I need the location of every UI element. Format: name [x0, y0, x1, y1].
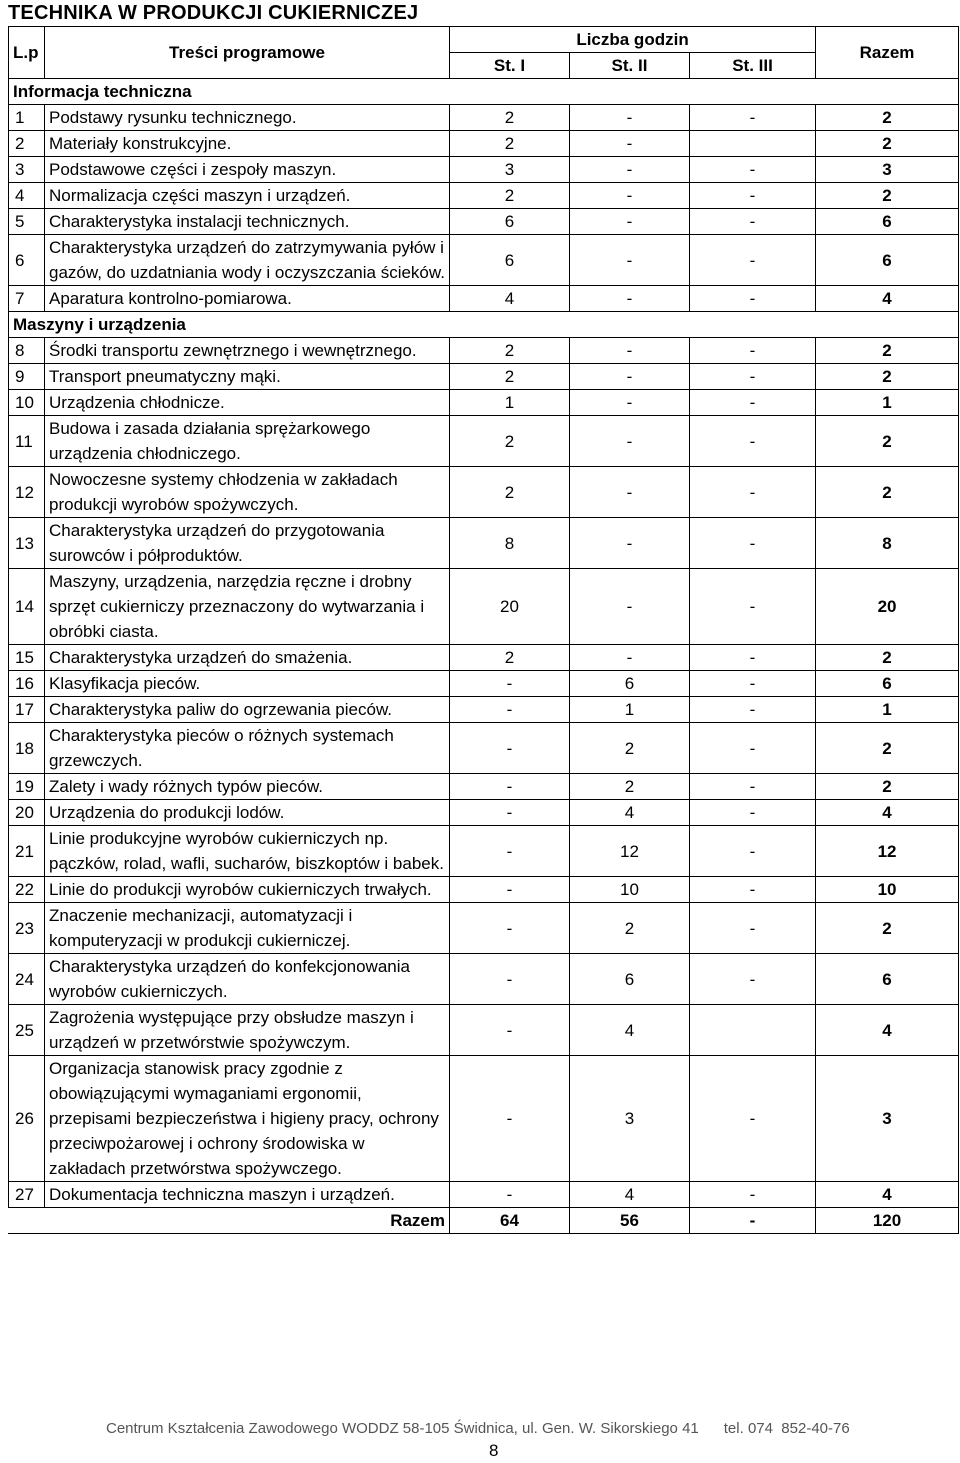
- row-lp: 15: [9, 645, 45, 671]
- row-stage-2: -: [570, 157, 690, 183]
- table-row: [9, 157, 959, 183]
- table-row: [9, 183, 959, 209]
- row-stage-2: 6: [570, 671, 690, 697]
- row-stage-3: -: [690, 723, 816, 774]
- table-row: [9, 877, 959, 903]
- document-title: TECHNIKA W PRODUKCJI CUKIERNICZEJ: [8, 2, 419, 24]
- row-topic: Maszyny, urządzenia, narzędzia ręczne i drobny sprzęt cukierniczy przeznaczony do wytwarzania i obróbki ciasta.: [45, 569, 450, 645]
- row-stage-2: 4: [570, 1005, 690, 1056]
- table-row: [9, 697, 959, 723]
- row-total: 4: [816, 800, 959, 826]
- row-topic: Nowoczesne systemy chłodzenia w zakładach produkcji wyrobów spożywczych.: [45, 467, 450, 518]
- row-topic: Materiały konstrukcyjne.: [45, 131, 450, 157]
- row-total: 6: [816, 235, 959, 286]
- row-stage-3: -: [690, 467, 816, 518]
- row-lp: 17: [9, 697, 45, 723]
- row-topic: Charakterystyka urządzeń do konfekcjonowania wyrobów cukierniczych.: [45, 954, 450, 1005]
- row-lp: 19: [9, 774, 45, 800]
- row-stage-3: -: [690, 235, 816, 286]
- row-total: 2: [816, 774, 959, 800]
- row-stage-1: -: [450, 800, 570, 826]
- row-stage-1: -: [450, 1056, 570, 1182]
- table-row: [9, 235, 959, 286]
- row-lp: 6: [9, 235, 45, 286]
- row-total: 4: [816, 1182, 959, 1208]
- row-topic: Charakterystyka paliw do ogrzewania pieców.: [45, 697, 450, 723]
- totals-label-cell: [9, 1208, 450, 1234]
- page-footer: Centrum Kształcenia Zawodowego WODDZ 58-105 Świdnica, ul. Gen. W. Sikorskiego 41 tel. 074 852-40-76: [106, 1420, 850, 1437]
- header-total: Razem: [816, 27, 959, 79]
- row-topic: Aparatura kontrolno-pomiarowa.: [45, 286, 450, 312]
- header-topic: Treści programowe: [45, 27, 450, 79]
- row-stage-3: -: [690, 697, 816, 723]
- table-row: [9, 416, 959, 467]
- table-row: [9, 1005, 959, 1056]
- row-lp: 2: [9, 131, 45, 157]
- row-lp: 27: [9, 1182, 45, 1208]
- row-total: 4: [816, 286, 959, 312]
- row-stage-1: 1: [450, 390, 570, 416]
- row-stage-1: 2: [450, 131, 570, 157]
- row-stage-3: -: [690, 105, 816, 131]
- row-total: 2: [816, 105, 959, 131]
- row-topic: Charakterystyka urządzeń do smażenia.: [45, 645, 450, 671]
- table-row: [9, 390, 959, 416]
- row-total: 1: [816, 390, 959, 416]
- row-stage-1: -: [450, 1005, 570, 1056]
- row-stage-3: -: [690, 1056, 816, 1182]
- row-total: 2: [816, 645, 959, 671]
- row-stage-1: 2: [450, 467, 570, 518]
- row-total: 6: [816, 671, 959, 697]
- row-lp: 5: [9, 209, 45, 235]
- row-stage-2: 2: [570, 723, 690, 774]
- row-stage-2: -: [570, 209, 690, 235]
- row-total: 1: [816, 697, 959, 723]
- row-stage-2: -: [570, 467, 690, 518]
- row-total: 2: [816, 364, 959, 390]
- row-stage-1: -: [450, 723, 570, 774]
- row-stage-1: 6: [450, 209, 570, 235]
- row-lp: 18: [9, 723, 45, 774]
- row-lp: 16: [9, 671, 45, 697]
- row-stage-2: -: [570, 183, 690, 209]
- table-row: [9, 569, 959, 645]
- row-stage-2: -: [570, 416, 690, 467]
- header-stage-2: St. II: [570, 53, 690, 79]
- curriculum-table: [8, 26, 959, 1234]
- row-stage-2: 4: [570, 800, 690, 826]
- row-stage-3: [690, 1005, 816, 1056]
- row-lp: 7: [9, 286, 45, 312]
- row-stage-3: -: [690, 569, 816, 645]
- row-stage-3: [690, 131, 816, 157]
- table-row: [9, 1182, 959, 1208]
- totals-total: 120: [816, 1208, 959, 1234]
- totals-stage-1: 64: [450, 1208, 570, 1234]
- row-stage-3: -: [690, 390, 816, 416]
- totals-label: Razem: [390, 1211, 445, 1230]
- row-stage-1: 2: [450, 416, 570, 467]
- row-lp: 20: [9, 800, 45, 826]
- row-total: 4: [816, 1005, 959, 1056]
- table-row: [9, 671, 959, 697]
- row-stage-1: 2: [450, 364, 570, 390]
- row-stage-3: -: [690, 903, 816, 954]
- row-stage-3: -: [690, 954, 816, 1005]
- row-stage-3: -: [690, 286, 816, 312]
- table-row: [9, 723, 959, 774]
- totals-stage-3: -: [690, 1208, 816, 1234]
- row-stage-2: -: [570, 131, 690, 157]
- row-topic: Środki transportu zewnętrznego i wewnętrznego.: [45, 338, 450, 364]
- row-stage-1: 6: [450, 235, 570, 286]
- row-topic: Podstawy rysunku technicznego.: [45, 105, 450, 131]
- row-stage-1: -: [450, 1182, 570, 1208]
- row-stage-2: -: [570, 338, 690, 364]
- totals-row: [9, 1208, 959, 1234]
- row-stage-1: 2: [450, 105, 570, 131]
- row-topic: Zalety i wady różnych typów pieców.: [45, 774, 450, 800]
- row-topic: Charakterystyka pieców o różnych systemach grzewczych.: [45, 723, 450, 774]
- table-row: [9, 364, 959, 390]
- row-topic: Charakterystyka instalacji technicznych.: [45, 209, 450, 235]
- table-row: [9, 903, 959, 954]
- row-total: 6: [816, 209, 959, 235]
- row-topic: Urządzenia chłodnicze.: [45, 390, 450, 416]
- totals-stage-2: 56: [570, 1208, 690, 1234]
- table-row: [9, 286, 959, 312]
- row-topic: Organizacja stanowisk pracy zgodnie z obowiązującymi wymaganiami ergonomii, przepisami bezpieczeństwa i higieny pracy, ochrony przeciwpożarowej i ochrony środowiska w zakładach przetwórstwa spożywczego.: [45, 1056, 450, 1182]
- row-total: 8: [816, 518, 959, 569]
- table-row: [9, 338, 959, 364]
- row-lp: 4: [9, 183, 45, 209]
- row-stage-1: -: [450, 826, 570, 877]
- row-total: 3: [816, 157, 959, 183]
- row-total: 2: [816, 338, 959, 364]
- row-stage-2: -: [570, 105, 690, 131]
- header-row: [9, 27, 959, 53]
- row-stage-2: 1: [570, 697, 690, 723]
- row-stage-3: -: [690, 364, 816, 390]
- row-total: 20: [816, 569, 959, 645]
- section-row: [9, 79, 959, 105]
- row-stage-1: 2: [450, 338, 570, 364]
- row-topic: Transport pneumatyczny mąki.: [45, 364, 450, 390]
- table-row: [9, 131, 959, 157]
- row-topic: Znaczenie mechanizacji, automatyzacji i komputeryzacji w produkcji cukierniczej.: [45, 903, 450, 954]
- row-stage-1: 2: [450, 183, 570, 209]
- row-stage-3: -: [690, 645, 816, 671]
- table-body: [9, 79, 959, 1208]
- row-topic: Klasyfikacja pieców.: [45, 671, 450, 697]
- row-lp: 22: [9, 877, 45, 903]
- row-stage-2: 4: [570, 1182, 690, 1208]
- row-lp: 23: [9, 903, 45, 954]
- table-row: [9, 645, 959, 671]
- row-stage-2: -: [570, 645, 690, 671]
- row-stage-1: -: [450, 903, 570, 954]
- row-stage-3: -: [690, 157, 816, 183]
- row-lp: 25: [9, 1005, 45, 1056]
- row-stage-3: -: [690, 826, 816, 877]
- row-topic: Charakterystyka urządzeń do zatrzymywania pyłów i gazów, do uzdatniania wody i oczyszczania ścieków.: [45, 235, 450, 286]
- row-total: 2: [816, 183, 959, 209]
- table-row: [9, 209, 959, 235]
- row-lp: 26: [9, 1056, 45, 1182]
- row-stage-1: -: [450, 877, 570, 903]
- row-topic: Podstawowe części i zespoły maszyn.: [45, 157, 450, 183]
- row-stage-2: 2: [570, 774, 690, 800]
- row-topic: Zagrożenia występujące przy obsłudze maszyn i urządzeń w przetwórstwie spożywczym.: [45, 1005, 450, 1056]
- row-stage-3: -: [690, 183, 816, 209]
- row-total: 2: [816, 903, 959, 954]
- row-stage-3: -: [690, 338, 816, 364]
- row-total: 2: [816, 131, 959, 157]
- row-lp: 12: [9, 467, 45, 518]
- row-total: 12: [816, 826, 959, 877]
- row-stage-2: -: [570, 235, 690, 286]
- header-lp: L.p: [9, 27, 45, 79]
- section-row: [9, 312, 959, 338]
- row-stage-3: -: [690, 1182, 816, 1208]
- row-stage-1: 3: [450, 157, 570, 183]
- row-stage-3: -: [690, 877, 816, 903]
- row-total: 6: [816, 954, 959, 1005]
- row-topic: Normalizacja części maszyn i urządzeń.: [45, 183, 450, 209]
- row-stage-1: -: [450, 954, 570, 1005]
- row-topic: Dokumentacja techniczna maszyn i urządzeń.: [45, 1182, 450, 1208]
- row-stage-2: -: [570, 569, 690, 645]
- row-lp: 9: [9, 364, 45, 390]
- row-topic: Budowa i zasada działania sprężarkowego urządzenia chłodniczego.: [45, 416, 450, 467]
- row-stage-1: -: [450, 774, 570, 800]
- section-title: Informacja techniczna: [9, 79, 959, 105]
- table-row: [9, 826, 959, 877]
- row-stage-1: 20: [450, 569, 570, 645]
- row-total: 2: [816, 467, 959, 518]
- header-stage-1: St. I: [450, 53, 570, 79]
- row-stage-2: 10: [570, 877, 690, 903]
- row-stage-2: -: [570, 364, 690, 390]
- row-stage-3: -: [690, 416, 816, 467]
- row-total: 2: [816, 416, 959, 467]
- row-lp: 1: [9, 105, 45, 131]
- row-stage-1: -: [450, 671, 570, 697]
- row-lp: 21: [9, 826, 45, 877]
- row-stage-2: -: [570, 390, 690, 416]
- row-lp: 8: [9, 338, 45, 364]
- row-lp: 13: [9, 518, 45, 569]
- row-lp: 3: [9, 157, 45, 183]
- header-hours: Liczba godzin: [450, 27, 816, 53]
- row-stage-1: 2: [450, 645, 570, 671]
- row-stage-3: -: [690, 209, 816, 235]
- row-stage-1: -: [450, 697, 570, 723]
- table-row: [9, 954, 959, 1005]
- row-topic: Linie do produkcji wyrobów cukierniczych trwałych.: [45, 877, 450, 903]
- row-stage-3: -: [690, 518, 816, 569]
- row-stage-1: 8: [450, 518, 570, 569]
- row-topic: Charakterystyka urządzeń do przygotowania surowców i półproduktów.: [45, 518, 450, 569]
- row-stage-2: 3: [570, 1056, 690, 1182]
- row-stage-1: 4: [450, 286, 570, 312]
- row-stage-2: -: [570, 518, 690, 569]
- row-lp: 10: [9, 390, 45, 416]
- row-stage-3: -: [690, 774, 816, 800]
- table-row: [9, 518, 959, 569]
- row-total: 2: [816, 723, 959, 774]
- table-row: [9, 105, 959, 131]
- row-stage-2: 2: [570, 903, 690, 954]
- table-row: [9, 1056, 959, 1182]
- page-number: 8: [489, 1441, 499, 1460]
- row-total: 10: [816, 877, 959, 903]
- row-stage-2: 12: [570, 826, 690, 877]
- row-stage-3: -: [690, 800, 816, 826]
- row-lp: 11: [9, 416, 45, 467]
- row-total: 3: [816, 1056, 959, 1182]
- row-topic: Urządzenia do produkcji lodów.: [45, 800, 450, 826]
- row-stage-3: -: [690, 671, 816, 697]
- row-stage-2: -: [570, 286, 690, 312]
- row-lp: 14: [9, 569, 45, 645]
- row-stage-2: 6: [570, 954, 690, 1005]
- table-row: [9, 800, 959, 826]
- section-title: Maszyny i urządzenia: [9, 312, 959, 338]
- table-row: [9, 467, 959, 518]
- row-lp: 24: [9, 954, 45, 1005]
- table-row: [9, 774, 959, 800]
- header-stage-3: St. III: [690, 53, 816, 79]
- row-topic: Linie produkcyjne wyrobów cukierniczych np. pączków, rolad, wafli, sucharów, biszkoptów i babek.: [45, 826, 450, 877]
